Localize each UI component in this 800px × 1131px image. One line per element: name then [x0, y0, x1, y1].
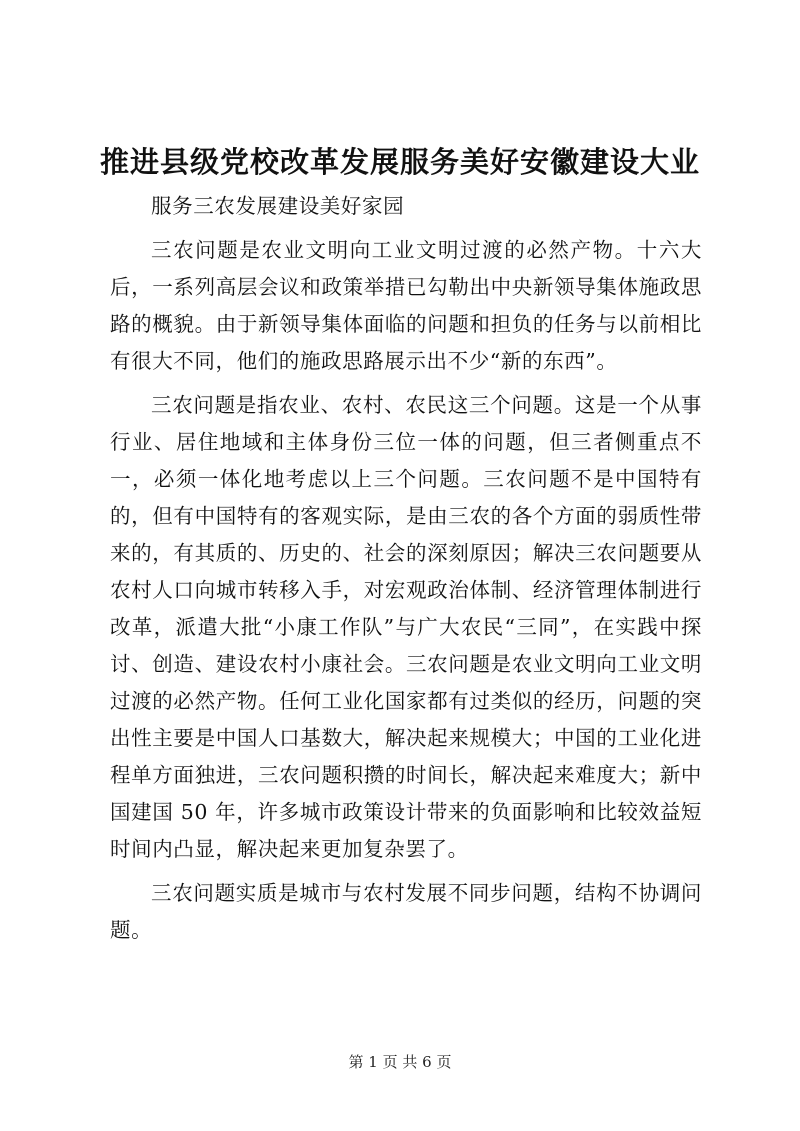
- paragraph-2: 三农问题是指农业、农村、农民这三个问题。这是一个从事行业、居住地域和主体身份三位一体的问题，但三者侧重点不一，必须一体化地考虑以上三个问题。三农问题不是中国特有的，但有中国特有的客观实际，是由三农的各个方面的弱质性带来的，有其质的、历史的、社会的深刻原因；解决三农问题要从农村人口向城市转移入手，对宏观政治体制、经济管理体制进行改革，派遣大批“小康工作队”与广大农民“三同”，在实践中探讨、创造、建设农村小康社会。三农问题是农业文明向工业文明过渡的必然产物。任何工业化国家都有过类似的经历，问题的突出性主要是中国人口基数大，解决起来规模大；中国的工业化进程单方面独进，三农问题积攒的时间长，解决起来难度大；新中国建国 50 年，许多城市政策设计带来的负面影响和比较效益短时间内凸显，解决起来更加复杂罢了。: [110, 393, 702, 861]
- paragraph-1: 三农问题是农业文明向工业文明过渡的必然产物。十六大后，一系列高层会议和政策举措已勾勒出中央新领导集体施政思路的概貌。由于新领导集体面临的问题和担负的任务与以前相比有很大不同，他们的施政思路展示出不少“新的东西”。: [110, 238, 702, 373]
- document-title: 推进县级党校改革发展服务美好安徽建设大业: [99, 145, 700, 179]
- page-number-footer: 第 1 页 共 6 页: [348, 1053, 452, 1071]
- document-subtitle: 服务三农发展建设美好家园: [151, 194, 405, 218]
- document-body: [110, 188, 702, 956]
- paragraph-3: 三农问题实质是城市与农村发展不同步问题，结构不协调问题。: [110, 881, 702, 942]
